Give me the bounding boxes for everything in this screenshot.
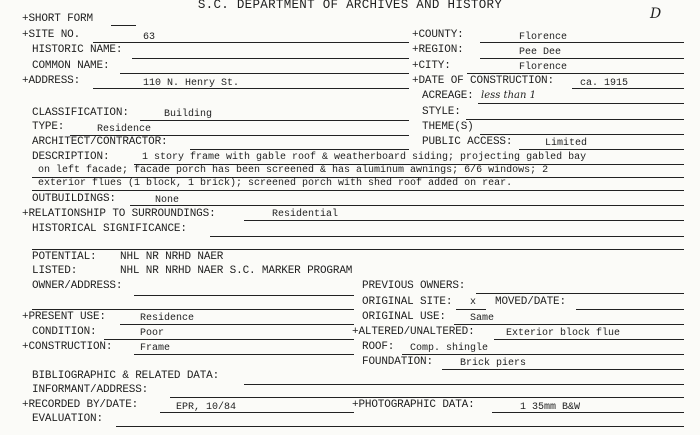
recorded-by-label: +RECORDED BY/DATE:	[22, 399, 139, 411]
relationship-label: +RELATIONSHIP TO SURROUNDINGS:	[22, 208, 216, 220]
region-field	[480, 46, 684, 59]
informant-label: INFORMANT/ADDRESS:	[32, 384, 149, 396]
city-value: Florence	[519, 62, 568, 73]
photographic-data-value: 1 35mm B&W	[520, 402, 581, 413]
construction-value: Frame	[140, 343, 171, 354]
outbuildings-label: OUTBUILDINGS:	[32, 193, 116, 205]
classification-label: CLASSIFICATION:	[32, 107, 129, 119]
listed-options: NHL NR NRHD NAER S.C. MARKER PROGRAM	[120, 265, 353, 277]
moved-date-label: MOVED/DATE:	[495, 296, 566, 308]
bibliographic-field	[244, 372, 684, 385]
roof-label: ROOF:	[362, 341, 395, 353]
condition-value: Poor	[140, 328, 165, 339]
short-form-field	[111, 13, 136, 26]
common-name-label: COMMON NAME:	[32, 60, 110, 72]
site-no-label: +SITE NO.	[22, 29, 81, 41]
address-value: 110 N. Henry St.	[143, 78, 240, 89]
photographic-data-label: +PHOTOGRAPHIC DATA:	[352, 399, 475, 411]
historical-significance-line-2	[32, 237, 684, 250]
public-access-field	[519, 137, 684, 150]
previous-owners-label: PREVIOUS OWNERS:	[362, 280, 466, 292]
owner-address-line-2	[32, 297, 354, 310]
original-site-value: x	[470, 297, 477, 308]
architect-field	[190, 137, 409, 150]
potential-options: NHL NR NRHD NAER	[120, 251, 224, 263]
historical-significance-line-1	[210, 224, 684, 237]
classification-value: Building	[164, 109, 213, 120]
theme-field	[480, 122, 684, 135]
listed-label: LISTED:	[32, 265, 78, 277]
style-label: STYLE:	[422, 106, 461, 118]
previous-owners-field	[476, 281, 684, 294]
foundation-label: FOUNDATION:	[362, 356, 433, 368]
description-label: DESCRIPTION:	[32, 151, 110, 163]
outbuildings-value: None	[155, 195, 180, 206]
roof-value: Comp. shingle	[410, 343, 489, 354]
county-label: +COUNTY:	[412, 29, 464, 41]
short-form-label: +SHORT FORM	[22, 13, 93, 25]
owner-address-line-1	[134, 283, 354, 296]
informant-field	[170, 385, 684, 398]
address-field	[93, 76, 409, 89]
county-field	[480, 30, 684, 43]
moved-date-field	[576, 297, 684, 310]
public-access-label: PUBLIC ACCESS:	[422, 136, 513, 148]
bibliographic-label: BIBLIOGRAPHIC & RELATED DATA:	[32, 370, 220, 382]
present-use-value: Residence	[140, 313, 195, 324]
construction-label: +CONSTRUCTION:	[22, 341, 113, 353]
condition-label: CONDITION:	[32, 326, 97, 338]
acreage-label: ACREAGE:	[422, 90, 474, 102]
handwritten-corner-mark: D	[650, 6, 662, 22]
region-label: +REGION:	[412, 44, 464, 56]
recorded-by-value: EPR, 10/84	[176, 402, 237, 413]
original-site-label: ORIGINAL SITE:	[362, 296, 453, 308]
site-no-field	[93, 30, 409, 43]
date-of-construction-value: ca. 1915	[580, 78, 629, 89]
description-text-3: exterior flues (1 block, 1 brick); screened porch with shed roof added on rear.	[38, 178, 513, 189]
description-text-1: 1 story frame with gable roof & weatherboard siding; projecting gabled bay	[142, 152, 587, 163]
city-field	[467, 61, 684, 74]
county-value: Florence	[519, 32, 568, 43]
potential-label: POTENTIAL:	[32, 251, 97, 263]
site-no-value: 63	[143, 32, 156, 43]
city-label: +CITY:	[412, 60, 451, 72]
evaluation-field	[116, 414, 684, 427]
relationship-value: Residential	[272, 209, 339, 220]
form-title: S.C. DEPARTMENT OF ARCHIVES AND HISTORY	[197, 0, 503, 12]
address-label: +ADDRESS:	[22, 75, 81, 87]
original-use-label: ORIGINAL USE:	[362, 311, 446, 323]
foundation-value: Brick piers	[460, 358, 527, 369]
present-use-label: +PRESENT USE:	[22, 311, 106, 323]
theme-label: THEME(S)	[422, 121, 474, 133]
style-field	[466, 107, 684, 120]
type-label: TYPE:	[32, 121, 65, 133]
acreage-value: less than 1	[481, 90, 536, 101]
historic-name-field	[132, 46, 409, 59]
architect-label: ARCHITECT/CONTRACTOR:	[32, 136, 168, 148]
date-of-construction-label: +DATE OF CONSTRUCTION:	[412, 75, 554, 87]
altered-unaltered-label: +ALTERED/UNALTERED:	[352, 326, 475, 338]
region-value: Pee Dee	[519, 47, 562, 58]
original-use-value: Same	[470, 313, 495, 324]
description-text-2: on left facade; facade porch has been screened & has aluminum awnings; 6/6 windows; 2	[38, 165, 549, 176]
historical-significance-label: HISTORICAL SIGNIFICANCE:	[32, 223, 187, 235]
public-access-value: Limited	[545, 138, 588, 149]
outbuildings-field	[130, 193, 684, 206]
historic-name-label: HISTORIC NAME:	[32, 44, 123, 56]
owner-address-label: OWNER/ADDRESS:	[32, 280, 123, 292]
type-value: Residence	[97, 124, 152, 135]
common-name-field	[120, 61, 409, 74]
altered-unaltered-value: Exterior block flue	[506, 328, 621, 339]
evaluation-label: EVALUATION:	[32, 413, 103, 425]
